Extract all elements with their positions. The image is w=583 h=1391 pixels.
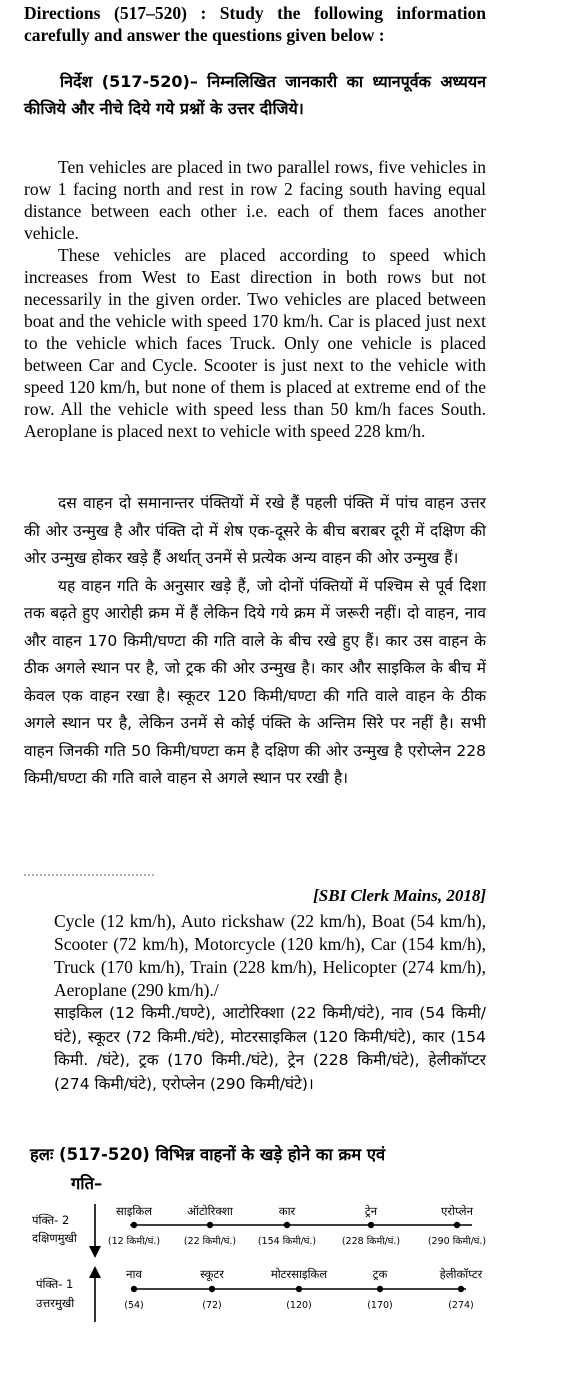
row1-vehicle-speed: (54) [124,1300,144,1311]
vehicle-list-english: Cycle (12 km/h), Auto rickshaw (22 km/h), Boat (54 km/h), Scooter (72 km/h), Motorcycle (120 km/h), Car (154 km/h), Truck (170 km/h), Train (228 km/h), Helicopter (274 km/h), Aeroplane (290 km/h)./ [54,911,486,1000]
directions-en-text: Directions (517–520) : Study the following information carefully and answer the questions given below : [24,3,486,45]
solution-heading-line1: हलः (517-520) विभिन्न वाहनों के खड़े होने का क्रम एवं [30,1145,386,1164]
row1-vehicle-name: नाव [126,1267,142,1281]
row2-dot [131,1222,137,1228]
row2-dot [207,1222,213,1228]
scan-artifact-divider [24,874,154,880]
directions-hindi [24,68,486,122]
row2-vehicle-speed: (22 किमी/घं.) [183,1236,237,1247]
row2-label: पंक्ति- 2 [32,1213,70,1227]
row1-vehicle-speed: (274) [448,1300,474,1311]
row2-vehicle-name: ट्रेन [364,1204,378,1218]
row2-vehicle-name: साइकिल [115,1204,153,1218]
row2-dot [284,1222,290,1228]
vehicle-speed-list [54,910,486,1096]
row2-vehicle-name: एरोप्लेन [441,1204,473,1218]
row2-vehicle-speed: (12 किमी/घं.) [107,1236,161,1247]
row2-vehicle-name: कार [278,1204,296,1218]
south-arrow-icon [89,1246,101,1258]
row1-vehicle-name: ट्रक [372,1267,388,1281]
hindi-para-1: दस वाहन दो समानान्तर पंक्तियों में रखे हैं पहली पंक्ति में पांच वाहन उत्तर की ओर उन्मुख है और पंक्ति दो में शेष एक-दूसरे के बीच बराबर दूरी में दक्षिण की ओर उन्मुख होकर खड़े हैं अर्थात् उनमें से प्रत्येक अन्य वाहन की ओर उन्मुख हैं। [24,494,486,567]
row1-dot [458,1286,464,1292]
english-para-2: These vehicles are placed according to speed which increases from West to East direction in both rows but not necessarily in the given order. Two vehicles are placed between boat and the vehicle with speed 170 km/h. Car is placed just next to the vehicle which faces Truck. Only one vehicle is placed between Car and Cycle. Scooter is just next to the vehicle with speed 120 km/h, but none of them is placed at extreme end of the row. All the vehicle with speed less than 50 km/h faces South. Aeroplane is placed next to vehicle with speed 228 km/h. [24,245,486,441]
row2-vehicle-speed: (228 किमी/घं.) [341,1236,401,1247]
row1-vehicle-name: मोटरसाइकिल [270,1267,328,1281]
row1-vehicle-speed: (170) [367,1300,393,1311]
row2-vehicle-speed: (290 किमी/घं.) [427,1236,487,1247]
row2-vehicle-name: ऑटोरिक्शा [187,1204,233,1218]
english-para-1: Ten vehicles are placed in two parallel rows, five vehicles in row 1 facing north and rest in row 2 facing south having equal distance between each other i.e. each of them faces another vehicle. [24,157,486,243]
hindi-para-2: यह वाहन गति के अनुसार खड़े हैं, जो दोनों पंक्तियों में पश्चिम से पूर्व दिशा तक बढ़ते हुए आरोही क्रम में हैं लेकिन दिये गये क्रम में जरूरी नहीं। दो वाहन, नाव और वाहन 170 किमी/घण्टा की गति वाले के बीच रखे हुए हैं। कार उस वाहन के ठीक अगले स्थान पर है, जो ट्रक की ओर उन्मुख है। कार और साइकिल के बीच में केवल एक वाहन रखा है। स्कूटर 120 किमी/घण्टा की गति वाले वाहन के ठीक अगले स्थान पर है, लेकिन उनमें से कोई पंक्ति के अन्तिम सिरे पर नहीं है। सभी वाहन जिनकी गति 50 किमी/घण्टा कम है दक्षिण की ओर उन्मुख है एरोप्लेन 228 किमी/घण्टा की गति वाले वाहन से अगले स्थान पर रखी है। [24,576,486,787]
row1-dot [296,1286,302,1292]
row1-dot [377,1286,383,1292]
exam-source: [SBI Clerk Mains, 2018] [313,886,486,905]
row1-label: पंक्ति- 1 [36,1277,74,1291]
row2-dot [368,1222,374,1228]
row2-vehicle-speed: (154 किमी/घं.) [257,1236,317,1247]
directions-hi-text: निर्देश (517-520)– निम्नलिखित जानकारी का ध्यानपूर्वक अध्ययन कीजिये और नीचे दिये गये प्रश्नों के उत्तर दीजिये। [24,72,486,118]
english-passage [24,156,486,442]
hindi-passage [24,490,486,793]
vehicle-list-hindi: साइकिल (12 किमी./घण्टे), आटोरिक्शा (22 किमी/घंटे), नाव (54 किमी/घंटे), स्कूटर (72 किमी./घंटे), मोटरसाइकिल (120 किमी/घंटे), कार (154 किमी. /घंटे), ट्रक (170 किमी./घंटे), ट्रेन (228 किमी/घंटे), हेलीकॉप्टर (274 किमी/घंटे), एरोप्लेन (290 किमी/घंटे)। [54,1004,486,1093]
row1-dot [209,1286,215,1292]
solution-heading-line2: गति– [71,1174,103,1193]
row2-direction: दक्षिणमुखी [32,1231,77,1245]
row1-vehicle-speed: (120) [286,1300,312,1311]
directions-english [24,2,486,46]
row1-dot [131,1286,137,1292]
row2-dot [454,1222,460,1228]
arrangement-diagram [0,1190,583,1330]
row1-direction: उत्तरमुखी [36,1296,75,1310]
row1-vehicle-name: हेलीकॉप्टर [439,1267,483,1281]
row1-vehicle-name: स्कूटर [200,1267,224,1281]
row1-vehicle-speed: (72) [202,1300,222,1311]
